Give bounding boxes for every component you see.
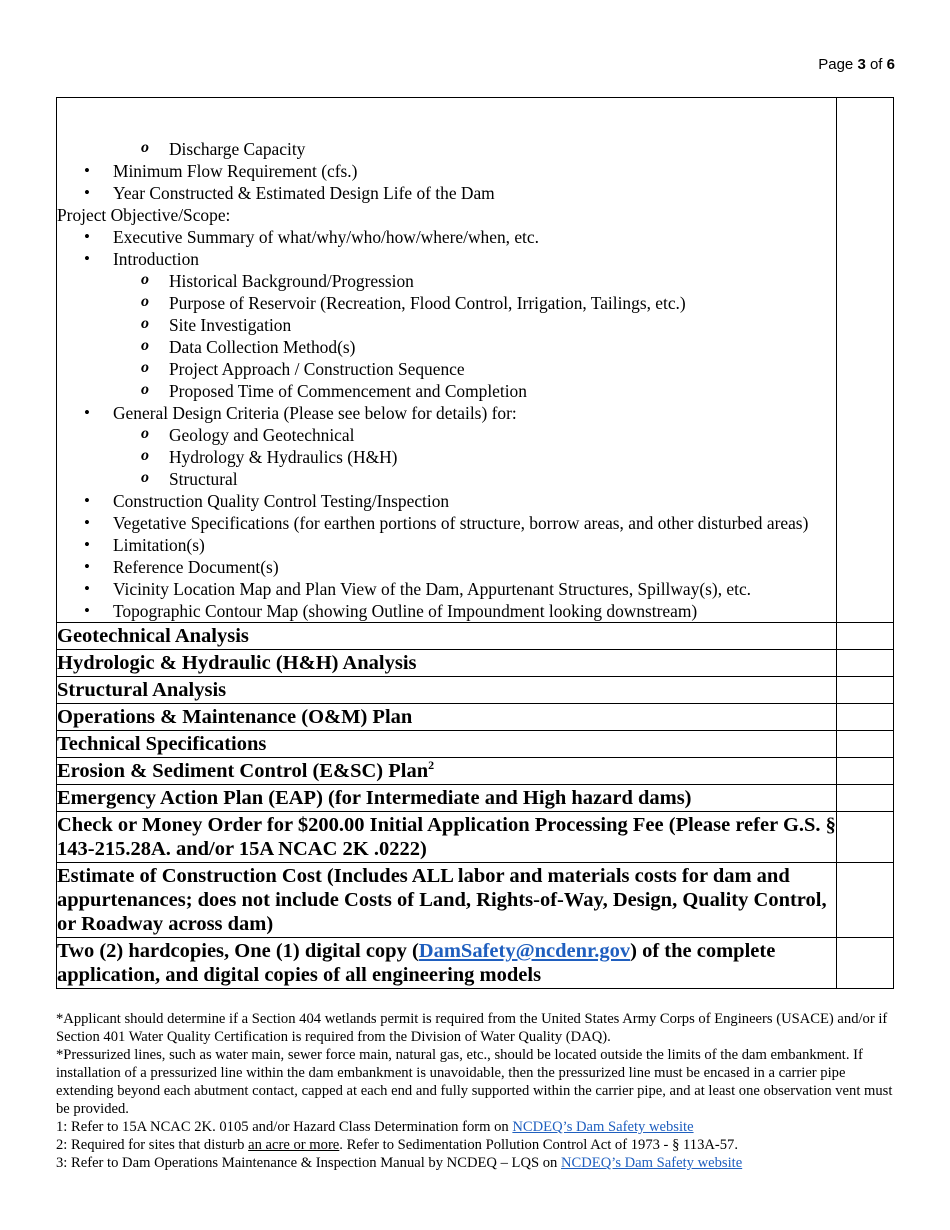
scope-list bbox=[57, 138, 836, 622]
section-title bbox=[57, 785, 837, 812]
bullet-item: • Vegetative Specifications (for earthen portions of structure, borrow areas, and other disturbed areas) bbox=[57, 512, 836, 534]
sub-bullet-item: o Historical Background/Progression bbox=[57, 270, 836, 292]
checklist-row-section bbox=[57, 785, 894, 812]
note-pressurized-lines: *Pressurized lines, such as water main, sewer force main, natural gas, etc., should be located outside the limits of the dam embankment. If installation of a pressurized line within the dam embankment is unavoidable, then the pressurized line must be encased in a carrier pipe extending beyond each abutment contact, capped at each end and fully supported within the carrier pipe, and at least one observation vent must be provided. bbox=[56, 1047, 893, 1117]
section-title bbox=[57, 863, 837, 938]
check-box[interactable] bbox=[837, 704, 894, 731]
section-title-text: Technical Specifications bbox=[57, 733, 267, 755]
page-total: 6 bbox=[886, 56, 895, 73]
page-of: of bbox=[869, 56, 883, 73]
checklist-row-section bbox=[57, 677, 894, 704]
section-title-text: Erosion & Sediment Control (E&SC) Plan bbox=[57, 760, 429, 782]
check-box[interactable] bbox=[837, 650, 894, 677]
section-title-text: Operations & Maintenance (O&M) Plan bbox=[57, 706, 413, 728]
sub-bullet-item: o Structural bbox=[57, 468, 836, 490]
page-number bbox=[818, 56, 895, 73]
bullet-item: • Reference Document(s) bbox=[57, 556, 836, 578]
footnote-2 bbox=[56, 1136, 894, 1154]
hardcopies-text-before: Two (2) hardcopies, One (1) digital copy ( bbox=[57, 940, 419, 962]
footnote-3-link[interactable]: NCDEQ’s Dam Safety website bbox=[561, 1155, 743, 1171]
sub-bullet-item: o Proposed Time of Commencement and Completion bbox=[57, 380, 836, 402]
submittal-checklist-table bbox=[56, 97, 894, 989]
bullet-item: • Construction Quality Control Testing/Inspection bbox=[57, 490, 836, 512]
check-box[interactable] bbox=[837, 812, 894, 863]
bullet-item: • Minimum Flow Requirement (cfs.) bbox=[57, 160, 836, 182]
hardcopies-text-after: ) of the complete application, and digital copies of all engineering models bbox=[57, 940, 776, 986]
sub-bullet-item: o Data Collection Method(s) bbox=[57, 336, 836, 358]
section-title-text: Geotechnical Analysis bbox=[57, 625, 249, 647]
section-title bbox=[57, 650, 837, 677]
check-box[interactable] bbox=[837, 731, 894, 758]
bullet-item: • Year Constructed & Estimated Design Life of the Dam bbox=[57, 182, 836, 204]
bullet-item: • Limitation(s) bbox=[57, 534, 836, 556]
footnote-2-before: 2: Required for sites that disturb bbox=[56, 1137, 249, 1153]
sub-bullet-item: o Project Approach / Construction Sequence bbox=[57, 358, 836, 380]
footnote-2-after: . Refer to Sedimentation Pollution Control Act of 1973 - § 113A-57. bbox=[339, 1137, 739, 1153]
check-box[interactable] bbox=[837, 758, 894, 785]
footnote-1 bbox=[56, 1118, 894, 1136]
section-title bbox=[57, 623, 837, 650]
check-box[interactable] bbox=[837, 785, 894, 812]
sub-bullet-item: o Discharge Capacity bbox=[57, 138, 836, 160]
checklist-row-section bbox=[57, 623, 894, 650]
footnote-1-text: 1: Refer to 15A NCAC 2K. 0105 and/or Hazard Class Determination form on bbox=[56, 1119, 513, 1135]
sub-bullet-item: o Purpose of Reservoir (Recreation, Flood Control, Irrigation, Tailings, etc.) bbox=[57, 292, 836, 314]
section-title-text: Structural Analysis bbox=[57, 679, 227, 701]
footnote-1-link[interactable]: NCDEQ’s Dam Safety website bbox=[512, 1119, 694, 1135]
footnote-ref: 2 bbox=[428, 758, 435, 773]
section-title-text: Check or Money Order for $200.00 Initial Application Processing Fee (Please refer G.S. § 143-215.28A. and/or 15A NCAC 2K .0222) bbox=[57, 814, 836, 860]
scope-heading: Project Objective/Scope: bbox=[57, 205, 231, 225]
page-current: 3 bbox=[857, 56, 866, 73]
section-title bbox=[57, 677, 837, 704]
checklist-row-section bbox=[57, 863, 894, 938]
note-404-permit: *Applicant should determine if a Section 404 wetlands permit is required from the United States Army Corps of Engineers (USACE) and/or if Section 401 Water Quality Certification is required from the Division of Water Quality (DAQ). bbox=[56, 1011, 888, 1045]
section-title-text: Emergency Action Plan (EAP) (for Intermediate and High hazard dams) bbox=[57, 787, 692, 809]
checklist-row-section bbox=[57, 812, 894, 863]
page-label: Page bbox=[818, 56, 854, 73]
scope-cell bbox=[57, 98, 837, 623]
section-title bbox=[57, 704, 837, 731]
hardcopies-cell bbox=[57, 938, 837, 989]
footnote-3-text: 3: Refer to Dam Operations Maintenance & Inspection Manual by NCDEQ – LQS on bbox=[56, 1155, 561, 1171]
bullet-item: • General Design Criteria (Please see below for details) for: bbox=[57, 402, 836, 424]
damsafety-email-link[interactable]: DamSafety@ncdenr.gov bbox=[418, 940, 631, 962]
bullet-item: • Vicinity Location Map and Plan View of the Dam, Appurtenant Structures, Spillway(s), etc. bbox=[57, 578, 836, 600]
check-box[interactable] bbox=[837, 938, 894, 989]
section-title bbox=[57, 731, 837, 758]
check-box[interactable] bbox=[837, 98, 894, 623]
sub-bullet-item: o Site Investigation bbox=[57, 314, 836, 336]
bullet-item: • Topographic Contour Map (showing Outline of Impoundment looking downstream) bbox=[57, 600, 836, 622]
check-box[interactable] bbox=[837, 863, 894, 938]
footnote-3 bbox=[56, 1154, 894, 1172]
section-title-text: Estimate of Construction Cost (Includes ALL labor and materials costs for dam and appurtenances; does not include Costs of Land, Rights-of-Way, Design, Quality Control, or Roadway across dam) bbox=[57, 865, 827, 935]
bullet-item: • Introduction bbox=[57, 248, 836, 270]
section-title-text: Hydrologic & Hydraulic (H&H) Analysis bbox=[57, 652, 417, 674]
check-box[interactable] bbox=[837, 677, 894, 704]
bullet-item: • Executive Summary of what/why/who/how/where/when, etc. bbox=[57, 226, 836, 248]
sub-bullet-item: o Geology and Geotechnical bbox=[57, 424, 836, 446]
checklist-row-section bbox=[57, 650, 894, 677]
checklist-row-section bbox=[57, 758, 894, 785]
checklist-row-scope bbox=[57, 98, 894, 623]
checklist-row-section bbox=[57, 731, 894, 758]
section-title bbox=[57, 812, 837, 863]
sub-bullet-item: o Hydrology & Hydraulics (H&H) bbox=[57, 446, 836, 468]
checklist-row-section bbox=[57, 704, 894, 731]
checklist-row-hardcopies bbox=[57, 938, 894, 989]
footnotes bbox=[56, 1010, 894, 1172]
check-box[interactable] bbox=[837, 623, 894, 650]
footnote-2-underline: an acre or more bbox=[248, 1137, 340, 1153]
section-title bbox=[57, 758, 837, 785]
